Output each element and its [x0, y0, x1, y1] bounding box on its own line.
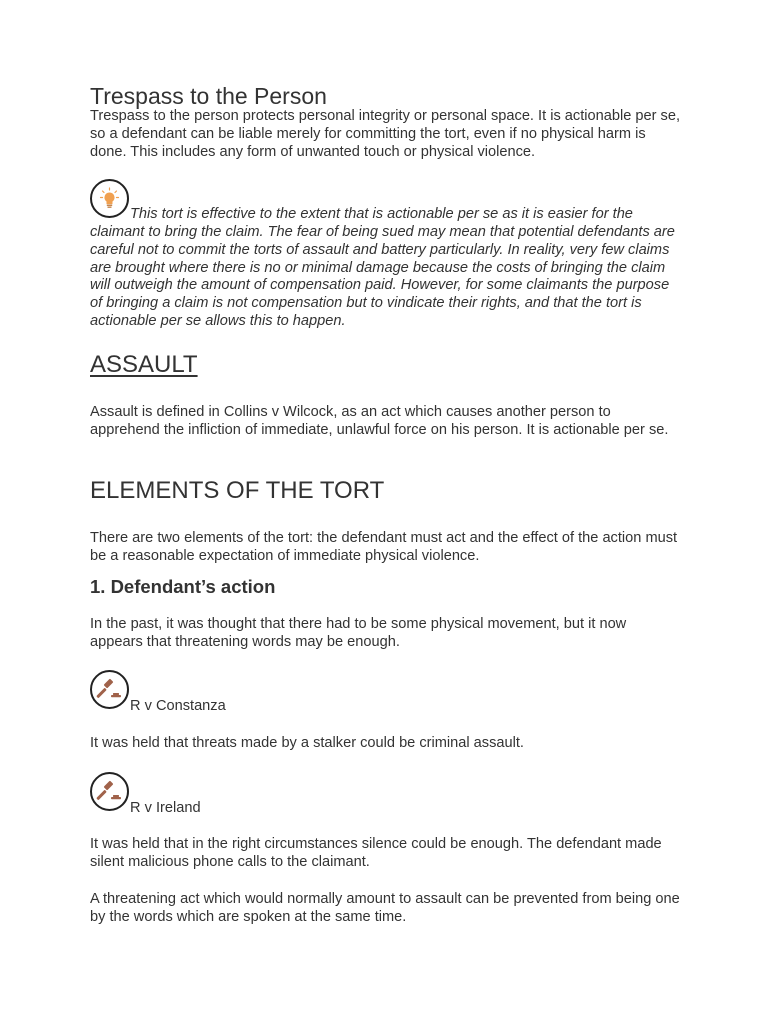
assault-definition: Assault is defined in Collins v Wilcock, as an act which causes another person to apprehend the infliction of immediate, unlawful force on his person. It is actionable per se. [90, 404, 669, 438]
assault-heading: ASSAULT [90, 351, 198, 378]
tip-first-line: This tort is effective to the extent that is actionable per se as it is easier for the [130, 206, 633, 222]
tip-paragraph: claimant to bring the claim. The fear of being sued may mean that potential defendants are careful not to commit the torts of assault and battery particularly. In reality, very few claims are brought where there is no or minimal damage because the costs of bringing the claim will outweigh the amount of compensation paid. However, for some claimants the purpose of bringing a claim is not compensation but to vindicate their rights, and that the tort is actionable per se allows this to happen. [90, 224, 675, 329]
case-summary-constanza: It was held that threats made by a stalker could be criminal assault. [90, 735, 524, 751]
defendant-action-text: In the past, it was thought that there had to be some physical movement, but it now appears that threatening words may be enough. [90, 616, 627, 650]
closing-paragraph: A threatening act which would normally amount to assault can be prevented from being one by the words which are spoken at the same time. [90, 891, 680, 925]
case-summary-ireland: It was held that in the right circumstances silence could be enough. The defendant made silent malicious phone calls to the claimant. [90, 836, 662, 870]
page-title: Trespass to the Person [90, 83, 327, 109]
elements-heading: ELEMENTS OF THE TORT [90, 477, 385, 504]
intro-paragraph: Trespass to the person protects personal integrity or personal space. It is actionable per se, so a defendant can be liable merely for committing the tort, even if no physical harm is done. This includes any form of unwanted touch or physical violence. [90, 108, 681, 160]
defendant-action-heading: 1. Defendant’s action [90, 576, 276, 597]
gavel-icon [90, 772, 129, 811]
elements-intro: There are two elements of the tort: the defendant must act and the effect of the action must be a reasonable expectation of immediate physical violence. [90, 530, 678, 564]
case-name-constanza: R v Constanza [130, 698, 226, 714]
lightbulb-icon [90, 179, 129, 218]
case-name-ireland: R v Ireland [130, 800, 201, 816]
gavel-icon [90, 670, 129, 709]
